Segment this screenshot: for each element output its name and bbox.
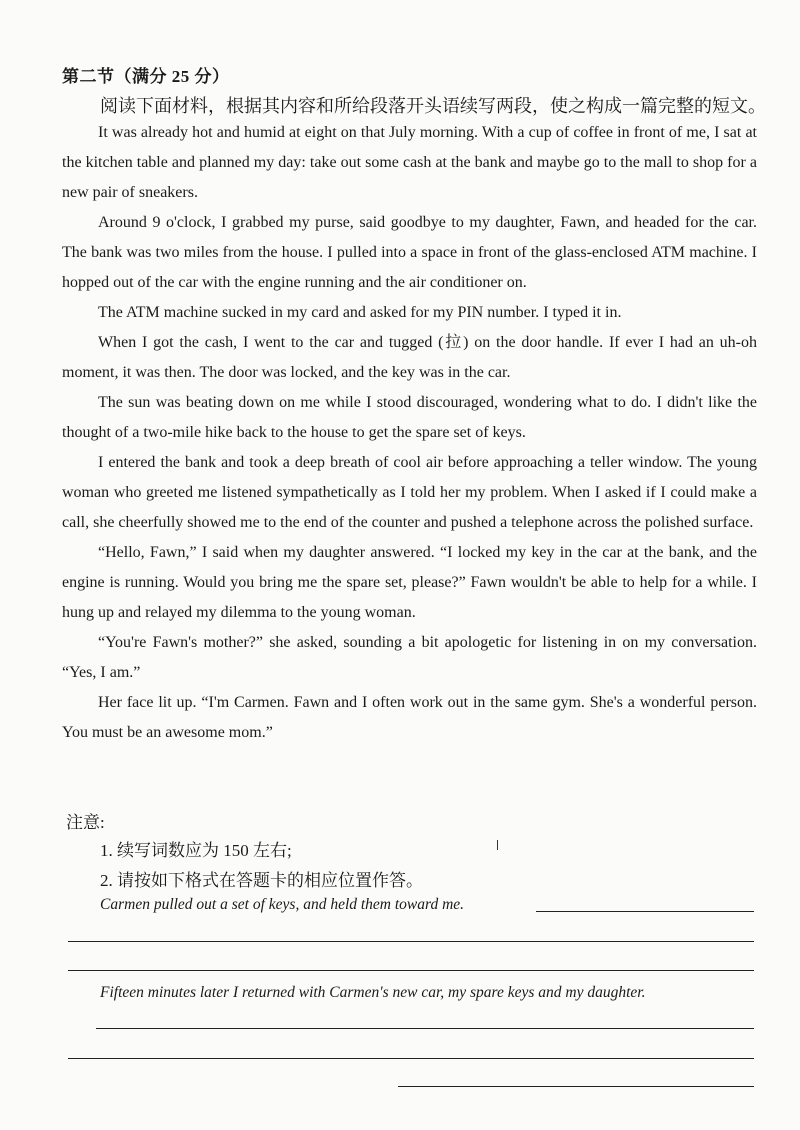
story-paragraph: It was already hot and humid at eight on that July morning. With a cup of coffee in front of me, I sat at the kitchen table and planned my day: take out some cash at the bank and maybe go to the mall to shop for a new pair of sneakers. <box>62 124 757 201</box>
story-passage <box>62 118 757 748</box>
stray-mark <box>497 840 498 850</box>
note-word-count: 1. 续写词数应为 150 左右; <box>100 841 292 860</box>
instruction-text: 阅读下面材料，根据其内容和所给段落开头语续写两段，使之构成一篇完整的短文。 <box>100 96 766 116</box>
story-paragraph: I entered the bank and took a deep breath of cool air before approaching a teller window. The young woman who greeted me listened sympathetically as I told her my problem. When I asked if I could make a call, she cheerfully showed me to the end of the counter and pushed a telephone across the polished surface. <box>62 454 757 531</box>
story-paragraph: Her face lit up. “I'm Carmen. Fawn and I often work out in the same gym. She's a wonderful person. You must be an awesome mom.” <box>62 694 757 741</box>
answer-line[interactable] <box>68 970 754 971</box>
story-paragraph: Around 9 o'clock, I grabbed my purse, said goodbye to my daughter, Fawn, and headed for the car. The bank was two miles from the house. I pulled into a space in front of the glass-enclosed ATM machine. I hopped out of the car with the engine running and the air conditioner on. <box>62 214 757 291</box>
story-paragraph: “Hello, Fawn,” I said when my daughter answered. “I locked my key in the car at the bank, and the engine is running. Would you bring me the spare set, please?” Fawn wouldn't be able to help for a while. I hung up and relayed my dilemma to the young woman. <box>62 544 757 621</box>
first-paragraph-prompt: Carmen pulled out a set of keys, and held them toward me. <box>100 896 465 913</box>
story-paragraph: The sun was beating down on me while I stood discouraged, wondering what to do. I didn't like the thought of a two-mile hike back to the house to get the spare set of keys. <box>62 394 757 441</box>
notes-label: 注意: <box>66 813 105 832</box>
story-paragraph: “You're Fawn's mother?” she asked, sounding a bit apologetic for listening in on my conversation. “Yes, I am.” <box>62 634 757 681</box>
story-paragraph: When I got the cash, I went to the car and tugged (拉) on the door handle. If ever I had an uh-oh moment, it was then. The door was locked, and the key was in the car. <box>62 334 757 381</box>
answer-line[interactable] <box>68 941 754 942</box>
second-paragraph-prompt: Fifteen minutes later I returned with Carmen's new car, my spare keys and my daughter. <box>100 984 646 1001</box>
answer-line[interactable] <box>68 1058 754 1059</box>
answer-line[interactable] <box>96 1028 754 1029</box>
answer-line[interactable] <box>536 911 754 912</box>
note-answer-format: 2. 请按如下格式在答题卡的相应位置作答。 <box>100 871 423 890</box>
answer-line[interactable] <box>398 1086 754 1087</box>
section-title: 第二节（满分 25 分） <box>62 67 230 86</box>
story-paragraph: The ATM machine sucked in my card and asked for my PIN number. I typed it in. <box>98 304 622 321</box>
